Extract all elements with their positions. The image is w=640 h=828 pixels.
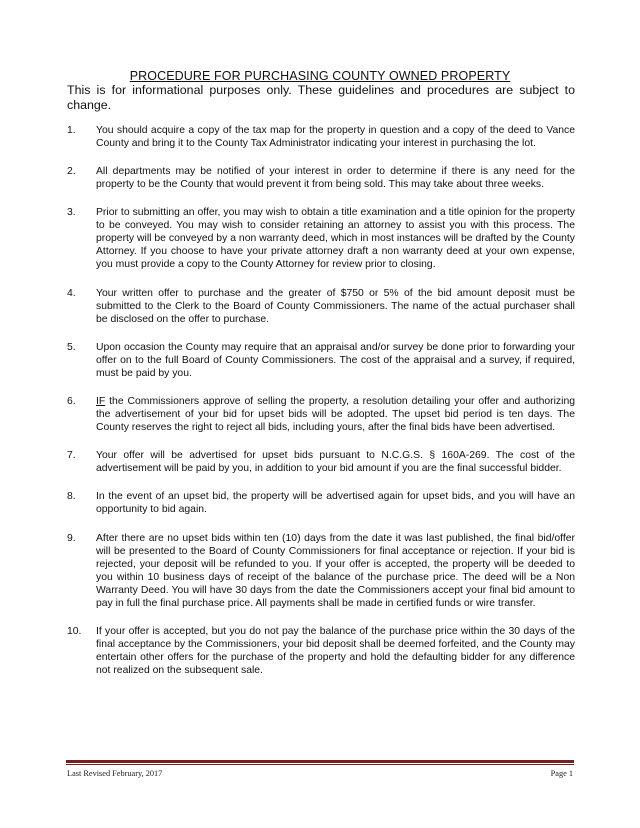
item-text: Your written offer to purchase and the greater of $750 or 5% of the bid amount deposit must be submitted to the Clerk to the Board of County Commissioners. The name of the actual purchaser shall be disclosed on the offer to purchase. — [96, 287, 575, 325]
item-text: In the event of an upset bid, the property will be advertised again for upset bids, and you will have an opportunity to bid again. — [96, 491, 575, 516]
item-number: 8. — [67, 491, 76, 503]
procedure-list — [67, 124, 575, 692]
item-text-rest: the Commissioners approve of selling the property, a resolution detailing your offer and authorizing the advertisement of your bid for upset bids will be adopted. The upset bid period is ten days. The County reserves the right to reject all bids, including yours, after the final bids have been advertised. — [96, 395, 575, 433]
footer-rule — [66, 760, 574, 763]
item-number: 1. — [67, 125, 76, 136]
list-item — [67, 449, 575, 475]
page-number: Page 1 — [550, 769, 573, 778]
item-number: 6. — [67, 395, 76, 407]
item-number: 10. — [67, 625, 82, 637]
list-item — [67, 395, 575, 434]
item-text — [96, 395, 575, 434]
item-number: 9. — [67, 532, 76, 544]
item-number: 5. — [67, 341, 76, 353]
last-revised-label: Last Revised February, 2017 — [67, 769, 163, 778]
item-text: If your offer is accepted, but you do not pay the balance of the purchase price within the 30 days of the final acceptance by the Commissioners, your bid deposit shall be deemed forfeited, and the County may entertain other offers for the purchase of the property and hold the defaulting bidder for any difference not realized on the subsequent sale. — [96, 625, 575, 676]
list-item — [67, 625, 575, 677]
intro-paragraph: This is for informational purposes only. These guidelines and procedures are subject to change. — [67, 83, 575, 112]
item-text: Prior to submitting an offer, you may wish to obtain a title examination and a title opinion for the property to be conveyed. You may wish to consider retaining an attorney to assist you with this process. The property will be conveyed by a non warranty deed, which in most instances will be drafted by the County Attorney. If you choose to have your private attorney draft a non warranty deed at your own expense, you must provide a copy to the County Attorney for review prior to closing. — [96, 207, 575, 271]
page-title: PROCEDURE FOR PURCHASING COUNTY OWNED PROPERTY — [129, 69, 511, 83]
item-text: All departments may be notified of your interest in order to determine if there is any need for the property to be the County that would prevent it from being sold. This may take about three weeks. — [96, 166, 575, 191]
item-text: Upon occasion the County may require that an appraisal and/or survey be done prior to forwarding your offer on to the full Board of County Commissioners. The cost of the appraisal and a survey, if required, must be paid by you. — [96, 341, 575, 379]
item-number: 4. — [67, 287, 76, 299]
list-item — [67, 490, 575, 516]
item-number: 7. — [67, 450, 76, 462]
footer-rule-thin — [66, 764, 574, 765]
item-text: Your offer will be advertised for upset bids pursuant to N.C.G.S. § 160A-269. The cost of the advertisement will be paid by you, in addition to your bid amount if you are the final successful bidder. — [96, 450, 575, 475]
item-text: After there are no upset bids within ten (10) days from the date it was last published, the final bid/offer will be presented to the Board of County Commissioners for final acceptance or rejection. If your bid is rejected, your deposit will be refunded to you. If your offer is accepted, the property will be deeded to you within 10 business days of receipt of the balance of the purchase price. The deed will be a Non Warranty Deed. You will have 30 days from the date the Commissioners accept your final bid amount to pay in full the final purchase price. All payments shall be made in certified funds or wire transfer. — [96, 532, 575, 609]
item-text: You should acquire a copy of the tax map for the property in question and a copy of the deed to Vance County and bring it to the County Tax Administrator indicating your interest in purchasing the lot. — [96, 125, 575, 149]
item-number: 3. — [67, 207, 76, 219]
list-item — [67, 287, 575, 326]
page-footer — [67, 769, 573, 778]
list-item — [67, 206, 575, 271]
list-item — [67, 124, 575, 150]
list-item — [67, 165, 575, 191]
item-number: 2. — [67, 166, 76, 178]
item-lead-underlined: IF — [96, 395, 106, 407]
list-item — [67, 341, 575, 380]
list-item — [67, 532, 575, 610]
